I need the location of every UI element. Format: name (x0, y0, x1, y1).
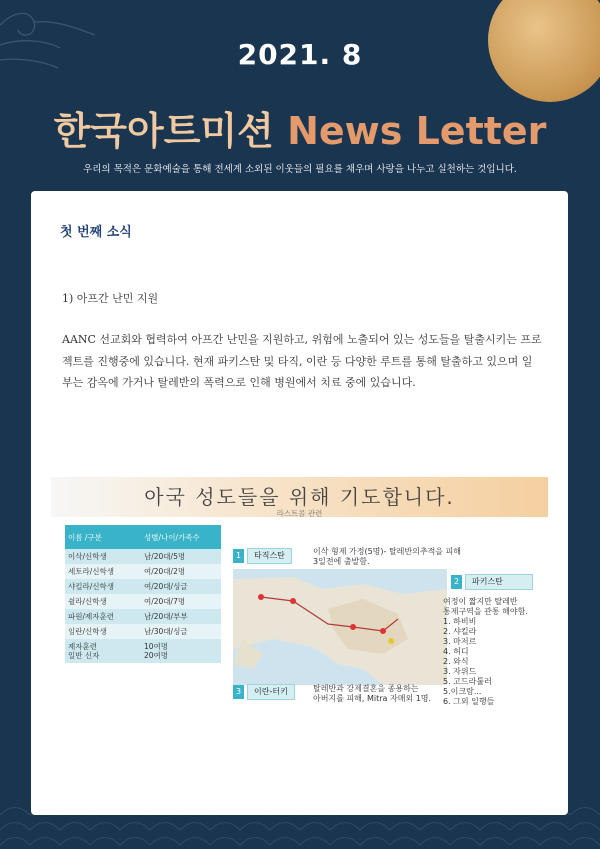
table-cell: 여/20대/2명 (141, 564, 221, 579)
newsletter-title (0, 100, 600, 155)
content-card (31, 191, 568, 815)
route-text-tajikistan: 이삭 형제 가정(5명)- 탈레반의추적을 피해 3일전에 출발함. (313, 547, 462, 566)
table-cell: 여/20대/싱글 (141, 579, 221, 594)
section-title: 첫 번째 소식 (60, 225, 132, 240)
table-row (65, 624, 221, 639)
table-header-row (65, 525, 221, 549)
route-text-pakistan: 여정이 짧지만 탈레반 통제구역을 관통 해야함. 1. 하비비 2. 샤킬라 3. 마저르 4. 허디 2. 와식 3. 자위드 5. 고드라툴러 5.이크람... 6. 그외 일행들 (443, 597, 528, 706)
route-number: 1 (233, 549, 244, 563)
section-body: AANC 선교회와 협력하여 아프간 난민을 지원하고, 위험에 노출되어 있는 성도들을 탈출시키는 프로젝트를 진행중에 있습니다. 현재 파키스탄 및 타직, 이란 등 다양한 루트를 통해 탈출하고 있으며 일부는 감옥에 가거나 탈레반의 폭력으로 인해 병원에서 치료 중에 있습니다. (62, 333, 542, 389)
table-row (65, 594, 221, 609)
title-english: News Letter (287, 109, 547, 153)
table-row (65, 549, 221, 564)
route-text-iran-turkey: 탈레반과 강제결혼을 종용하는 아버지를 피해, Mitra 자매외 1명. (313, 684, 432, 703)
table-cell: 10여명 20여명 (141, 639, 221, 663)
route-number: 2 (451, 575, 462, 589)
people-table (65, 525, 221, 663)
table-cell: 임란/신학생 (65, 624, 141, 639)
table-cell: 쉴라/신학생 (65, 594, 141, 609)
route-number: 3 (233, 685, 244, 699)
table-cell: 파원/제자훈련 (65, 609, 141, 624)
poster-title: 아국 성도들을 위해 기도합니다. (144, 485, 455, 509)
title-korean: 한국아트미션 (53, 109, 274, 153)
route-map (233, 569, 447, 685)
mission-statement: 우리의 목적은 문화예술을 통해 전세계 소외된 이웃들의 필요를 채우며 사랑을 나누고 실천하는 것입니다. (83, 164, 517, 175)
prayer-poster (51, 477, 548, 725)
table-cell: 제자훈련 일반 신자 (65, 639, 141, 663)
route-label-tajikistan: 타직스탄 (247, 548, 292, 564)
table-header-cell: 이름 /구분 (65, 525, 141, 549)
item-title: 1) 아프간 난민 지원 (62, 292, 159, 305)
route-label-pakistan: 파키스탄 (465, 574, 533, 590)
table-cell: 남/20대/5명 (141, 549, 221, 564)
poster-subtitle: 라스트콜 관련 (276, 509, 323, 518)
table-cell: 세토라/신학생 (65, 564, 141, 579)
table-row (65, 639, 221, 663)
table-cell: 남/20대/부부 (141, 609, 221, 624)
table-cell: 여/20대/7명 (141, 594, 221, 609)
table-cell: 샤킬라/신학생 (65, 579, 141, 594)
table-row (65, 579, 221, 594)
table-row (65, 609, 221, 624)
table-cell: 남/30대/싱글 (141, 624, 221, 639)
table-header-cell: 성별/나이/가족수 (141, 525, 221, 549)
issue-date: 2021. 8 (237, 38, 363, 71)
route-label-iran-turkey: 이란-터키 (247, 684, 295, 700)
table-cell: 이삭/신학생 (65, 549, 141, 564)
table-row (65, 564, 221, 579)
